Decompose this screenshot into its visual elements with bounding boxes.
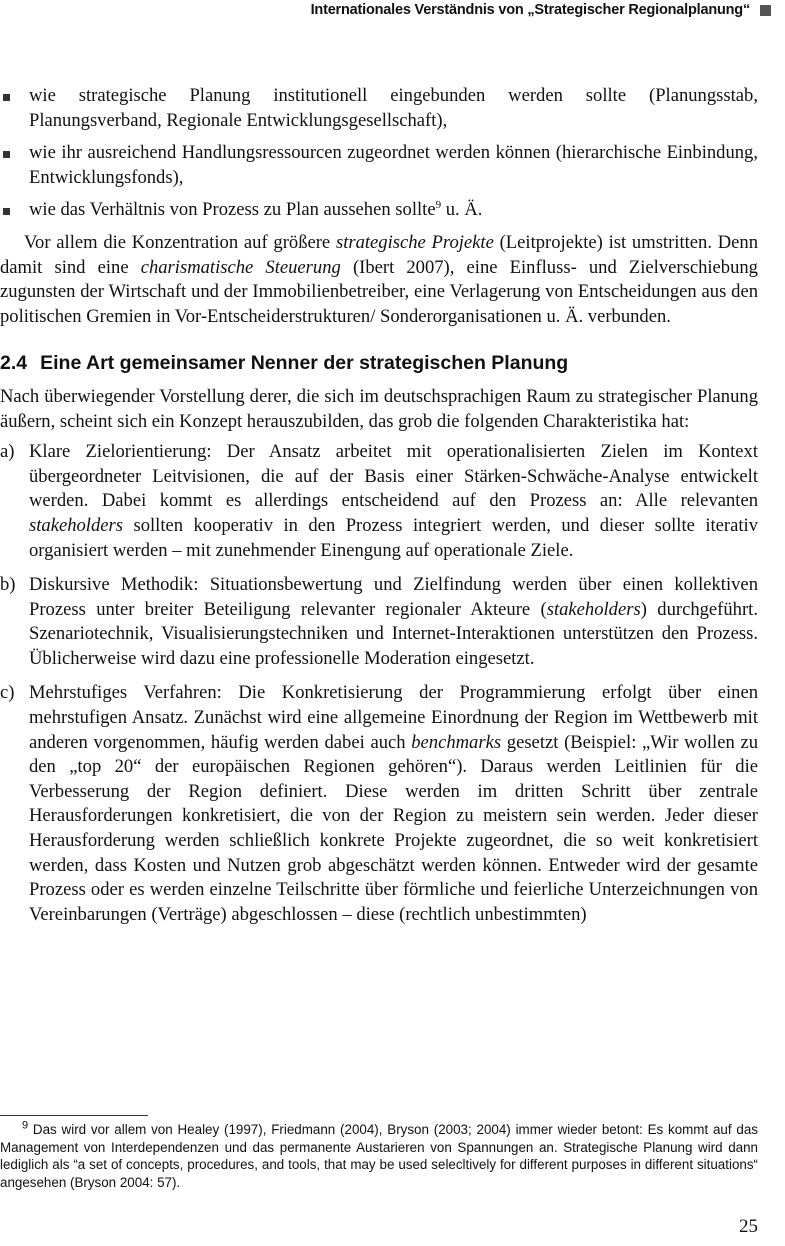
header-square-marker [760,5,771,16]
paragraph-text: Vor allem die Konzentration auf größere [24,231,336,253]
bullet-square-icon [3,94,10,101]
list-item-c [0,681,758,927]
characteristics-list [0,440,758,927]
paragraph-text: (Ibert 2007), eine Einfluss- und Zielverschiebung zugunsten der Wirtschaft und der Immobilienbetreiber, eine Verlagerung von Entscheidungen aus den politischen Gremien in Vor-Entscheiderstrukturen/ Sonderorganisationen u. Ä. verbunden. [0,256,758,327]
list-text: sollten kooperativ in den Prozess integriert werden, und dieser sollte iterativ organisiert werden – mit zunehmender Einengung auf operationale Ziele. [29,514,758,561]
emphasis-text: benchmarks [411,731,502,753]
list-item-b [0,573,758,671]
section-number: 2.4 [0,352,28,375]
bullet-item [0,198,758,223]
emphasis-text: strategische Projekte [335,231,494,253]
bullet-text: wie das Verhältnis von Prozess zu Plan aussehen sollte [29,199,436,221]
bullet-list [0,84,758,223]
list-text: Mehrstufiges Verfahren: Die Konkretisierung der Programmierung erfolgt über einen mehrstufigen Ansatz. Zunächst wird eine allgemeine Einordnung der Region im Wettbewerb mit anderen vorgenommen, häufig werden dabei auch [29,682,758,753]
bullet-square-icon [3,208,10,215]
section-title: Eine Art gemeinsamer Nenner der strategischen Planung [40,352,569,375]
list-marker: a) [0,441,15,463]
list-text: Diskursive Methodik: Situationsbewertung und Zielfindung werden über einen kollektiven Prozess unter breiter Beteiligung relevanter regionaler Akteure ( [29,574,758,620]
footnote-marker: 9 [22,1119,29,1132]
footnote-text: Das wird vor allem von Healey (1997), Friedmann (2004), Bryson (2003; 2004) immer wieder betont: Es kommt auf das Management von Interdependenzen und das permanente Austarieren von Spannungen an. Strategische Planung wird dann lediglich als “a set of concepts, procedures, and tools, that may be used selecltively for different purposes in different situations“ angesehen (Bryson 2004: 57). [0,1122,758,1190]
list-text: ) durchgeführt. Szenariotechnik, Visualisierungstechniken und Internet-Interaktionen unterstützen den Prozess. Üblicherweise wird dazu eine professionelle Moderation eingesetzt. [29,598,758,669]
footnote-body [0,1121,758,1191]
footnote [0,1121,758,1191]
list-text: Klare Zielorientierung: Der Ansatz arbeitet mit operationalisierten Zielen im Kontext übergeordneter Leitvisionen, die auf der Basis einer Stärken-Schwäche-Analyse entwickelt werden. Dabei kommt es allerdings entscheidend auf den Prozess an: Alle relevanten [29,441,758,512]
list-marker: c) [0,682,15,704]
emphasis-text: charismatische Steuerung [140,256,341,278]
page-number: 25 [739,1216,758,1237]
page-body [0,84,758,937]
emphasis-text: stakeholders [29,514,123,536]
paragraph-text: (Leitprojekte) ist umstritten. Denn damit sind eine [0,231,759,278]
intro-paragraph: Nach überwiegender Vorstellung derer, die sich im deutschsprachigen Raum zu strategischer Planung äußern, scheint sich ein Konzept herauszubilden, das grob die folgenden Charakteristika hat: [0,385,758,432]
section-heading [0,351,758,376]
list-item-a [0,440,758,563]
footnote-divider [0,1115,148,1116]
running-header-title: Internationales Verständnis von „Strategischer Regionalplanung“ [310,2,750,18]
bullet-text-end: u. Ä. [441,199,483,221]
footnote-reference: 9 [435,199,442,212]
list-marker: b) [0,574,16,596]
bullet-text: wie ihr ausreichend Handlungsressourcen zugeordnet werden können (hierarchische Einbindung, Entwicklungsfonds), [29,142,758,188]
bullet-text: wie strategische Planung institutionell eingebunden werden sollte (Planungsstab, Planungsverband, Regionale Entwicklungsgesellschaft), [29,85,758,131]
list-text: gesetzt (Beispiel: „Wir wollen zu den „top 20“ der europäischen Regionen gehören“). Daraus werden Leitlinien für die Verbesserung der Region definiert. Diese werden im dritten Schritt über zentrale Herausforderungen konkretisiert, die von der Region zu meistern sein werden. Jeder dieser Herausforderung werden schließlich konkrete Projekte zugeordnet, die so weit konkretisiert werden, dass Kosten und Nutzen grob abgeschätzt werden können. Entweder wird der gesamte Prozess oder es werden einzelne Teilschritte über förmliche und feierliche Unterzeichnungen von Vereinbarungen (Verträge) abgeschlossen – diese (rechtlich unbestimmten) [29,731,758,925]
bullet-square-icon [3,151,10,158]
emphasis-text: stakeholders [546,598,641,620]
running-header [311,0,771,20]
paragraph-projects [0,231,758,329]
bullet-item [0,141,758,190]
bullet-item [0,84,758,133]
